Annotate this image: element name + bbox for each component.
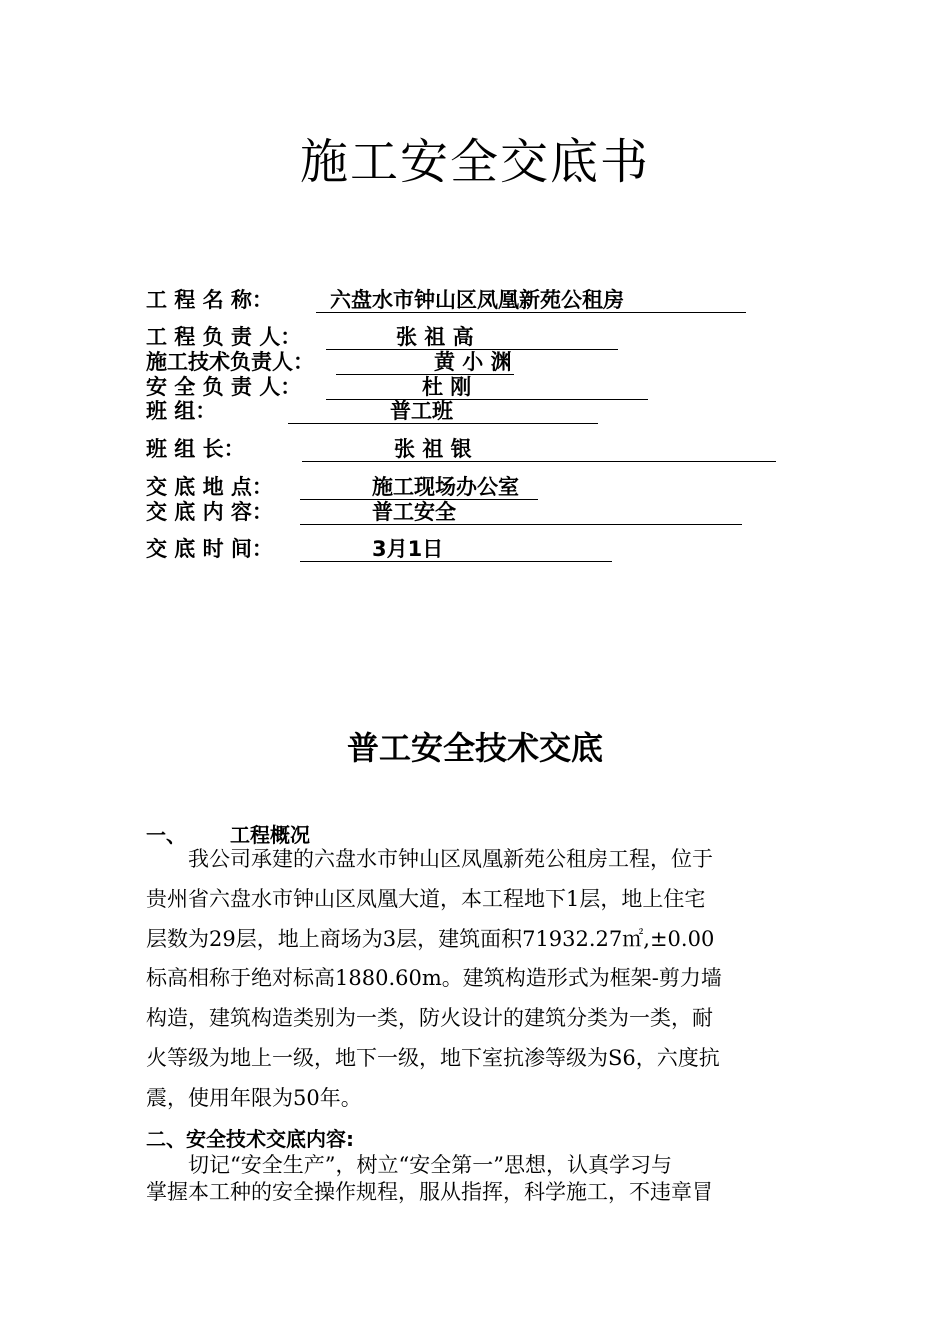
- paragraph-line: 构造，建筑构造类别为一类，防火设计的建筑分类为一类，耐: [146, 1006, 713, 1030]
- section-heading-safety-content: [146, 1126, 354, 1152]
- field-label: 工 程 名 称：: [146, 288, 273, 312]
- paragraph-line: 震，使用年限为50年。: [146, 1086, 362, 1110]
- field-label: 施工技术负责人：: [146, 350, 314, 374]
- field-label: 交 底 时 间：: [146, 537, 273, 561]
- field-label: 班 组：: [146, 399, 217, 423]
- field-label: 交 底 内 容：: [146, 500, 273, 524]
- field-value: 张 祖 银: [394, 437, 472, 461]
- field-value: 普工班: [390, 399, 453, 423]
- paragraph-line: 层数为29层，地上商场为3层，建筑面积71932.27㎡,±0.00: [146, 927, 715, 951]
- field-value: 施工现场办公室: [372, 475, 519, 499]
- document-title: 施工安全交底书: [299, 134, 650, 190]
- field-underline: [302, 436, 776, 462]
- section-number: 二、: [146, 1127, 186, 1151]
- field-value: 张 祖 高: [396, 325, 474, 349]
- paragraph-line: 火等级为地上一级，地下一级，地下室抗渗等级为S6，六度抗: [146, 1046, 720, 1070]
- field-label: 交 底 地 点：: [146, 475, 273, 499]
- field-underline: [300, 536, 612, 562]
- field-underline: [300, 499, 742, 525]
- paragraph-line: 我公司承建的六盘水市钟山区凤凰新苑公租房工程，位于: [188, 847, 713, 871]
- paragraph-line: 切记“安全生产”，树立“安全第一”思想，认真学习与: [188, 1153, 672, 1177]
- paragraph-line: 标高相称于绝对标高1880.60m。建筑构造形式为框架-剪力墙: [146, 966, 722, 990]
- field-value: 普工安全: [372, 500, 456, 524]
- field-value: 黄 小 渊: [434, 350, 512, 374]
- field-value: 杜 刚: [422, 375, 472, 399]
- field-value: 六盘水市钟山区凤凰新苑公租房: [330, 288, 624, 312]
- field-underline: [326, 374, 648, 400]
- field-label: 安 全 负 责 人：: [146, 375, 302, 399]
- paragraph-line: 贵州省六盘水市钟山区凤凰大道，本工程地下1层，地上住宅: [146, 887, 706, 911]
- field-label: 班 组 长：: [146, 437, 245, 461]
- section-title: 普工安全技术交底: [346, 729, 603, 767]
- paragraph-line: 掌握本工种的安全操作规程，服从指挥，科学施工，不违章冒: [146, 1180, 713, 1204]
- section-number: 一、: [146, 823, 186, 847]
- field-label: 工 程 负 责 人：: [146, 325, 302, 349]
- field-value: 3月1日: [372, 537, 444, 561]
- section-heading-text: 工程概况: [230, 823, 310, 847]
- section-heading-text: 安全技术交底内容:: [186, 1127, 354, 1151]
